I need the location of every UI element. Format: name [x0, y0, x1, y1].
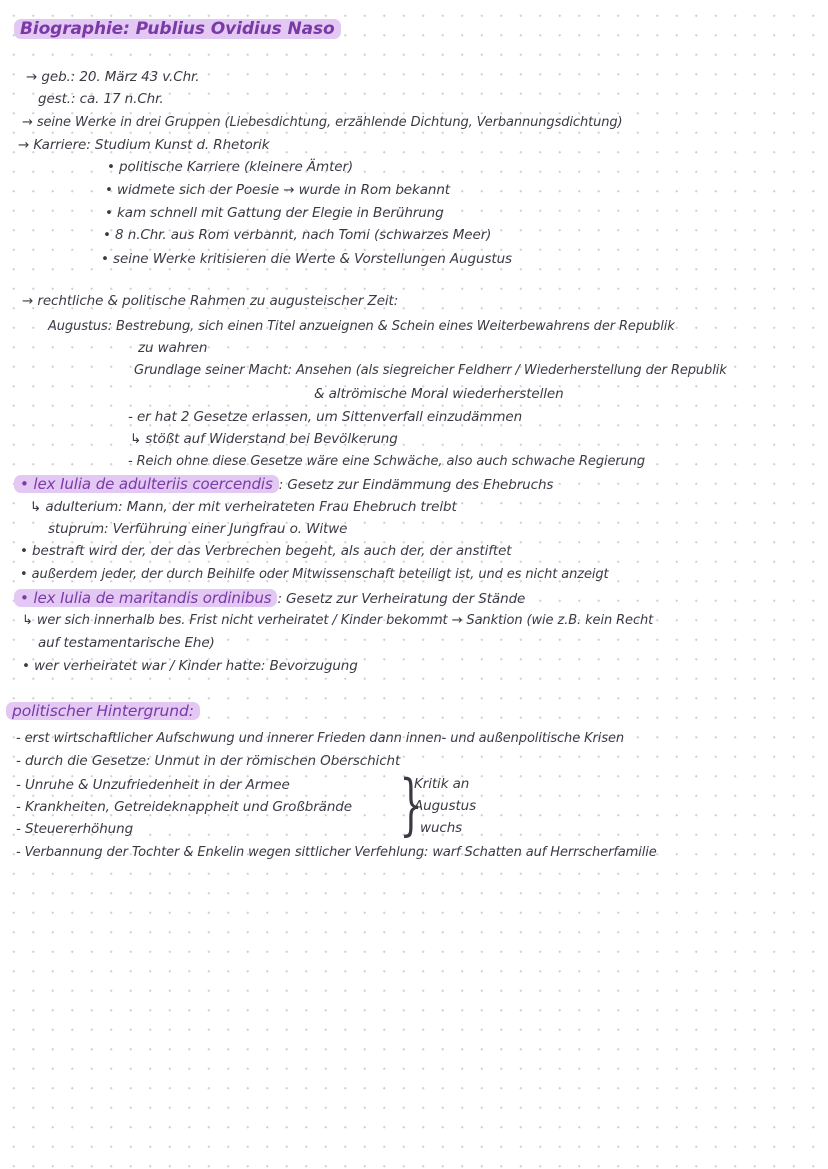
career-point: • kam schnell mit Gattung der Elegie in Berührung: [105, 205, 444, 221]
lex-maritandis-name: • lex Iulia de maritandis ordinibus: [14, 589, 277, 607]
lex-adulteriis-name: • lex Iulia de adulteriis coercendis: [14, 475, 279, 493]
background-item: - Verbannung der Tochter & Enkelin wegen sittlicher Verfehlung: warf Schatten auf Herrscherfamilie: [16, 845, 657, 860]
background-item: - Unruhe & Unzufriedenheit in der Armee: [16, 777, 290, 793]
born-line: → geb.: 20. März 43 v.Chr.: [26, 69, 200, 85]
law-line-3: - Reich ohne diese Gesetze wäre eine Schwäche, also auch schwache Regierung: [128, 454, 646, 469]
law-line-2: ↳ stößt auf Widerstand bei Bevölkerung: [130, 431, 398, 447]
career-point: • widmete sich der Poesie → wurde in Rom bekannt: [105, 182, 450, 198]
critique-line: Kritik an: [414, 776, 470, 792]
career-point: • seine Werke kritisieren die Werte & Vorstellungen Augustus: [101, 251, 512, 267]
basis-line-1: Grundlage seiner Macht: Ansehen (als siegreicher Feldherr / Wiederherstellung der Republik: [134, 363, 727, 378]
background-heading: politischer Hintergrund:: [6, 702, 200, 721]
critique-line: Augustus: [414, 798, 477, 814]
marriage-rule-1: ↳ wer sich innerhalb bes. Frist nicht verheiratet / Kinder bekommt → Sanktion (wie z.B. kein Recht: [22, 613, 654, 628]
works-line: → seine Werke in drei Gruppen (Liebesdichtung, erzählende Dichtung, Verbannungsdichtung): [22, 115, 623, 130]
lex-adulteriis-desc: : Gesetz zur Eindämmung des Ehebruchs: [278, 477, 554, 493]
adulterium-line: ↳ adulterium: Mann, der mit verheirateten Frau Ehebruch treibt: [30, 499, 457, 515]
marriage-rule-3: • wer verheiratet war / Kinder hatte: Bevorzugung: [22, 658, 358, 674]
career-point: • 8 n.Chr. aus Rom verbannt, nach Tomi (schwarzes Meer): [103, 227, 492, 243]
died-line: gest.: ca. 17 n.Chr.: [38, 91, 164, 107]
marriage-rule-2: auf testamentarische Ehe): [38, 635, 215, 651]
background-item: - durch die Gesetze: Unmut in der römischen Oberschicht: [16, 753, 401, 769]
curly-brace-icon: }: [399, 766, 423, 843]
lex-maritandis-desc: : Gesetz zur Verheiratung der Stände: [277, 591, 526, 607]
stuprum-line: stuprum: Verführung einer Jungfrau o. Witwe: [48, 521, 348, 537]
punish-line-1: • bestraft wird der, der das Verbrechen begeht, als auch der, der anstiftet: [20, 543, 512, 559]
background-item: - Krankheiten, Getreideknappheit und Großbrände: [16, 799, 352, 815]
punish-line-2: • außerdem jeder, der durch Beihilfe oder Mitwissenschaft beteiligt ist, und es nicht anzeigt: [20, 567, 609, 582]
basis-line-2: & altrömische Moral wiederherstellen: [314, 386, 564, 402]
page-title: Biographie: Publius Ovidius Naso: [14, 20, 341, 39]
lex-adulteriis-line: [14, 475, 553, 494]
career-point: • politische Karriere (kleinere Ämter): [107, 159, 354, 175]
framework-heading: → rechtliche & politische Rahmen zu augusteischer Zeit:: [22, 293, 399, 309]
augustus-line-2: zu wahren: [138, 340, 208, 356]
career-line: → Karriere: Studium Kunst d. Rhetorik: [18, 137, 270, 153]
background-item: - Steuererhöhung: [16, 821, 134, 837]
lex-maritandis-line: [14, 589, 525, 608]
augustus-line-1: Augustus: Bestrebung, sich einen Titel anzueignen & Schein eines Weiterbewahrens der Republik: [48, 319, 675, 334]
law-line-1: - er hat 2 Gesetze erlassen, um Sittenverfall einzudämmen: [128, 409, 523, 425]
background-item: - erst wirtschaftlicher Aufschwung und innerer Frieden dann innen- und außenpolitische Krisen: [16, 731, 625, 746]
critique-line: wuchs: [420, 820, 463, 836]
